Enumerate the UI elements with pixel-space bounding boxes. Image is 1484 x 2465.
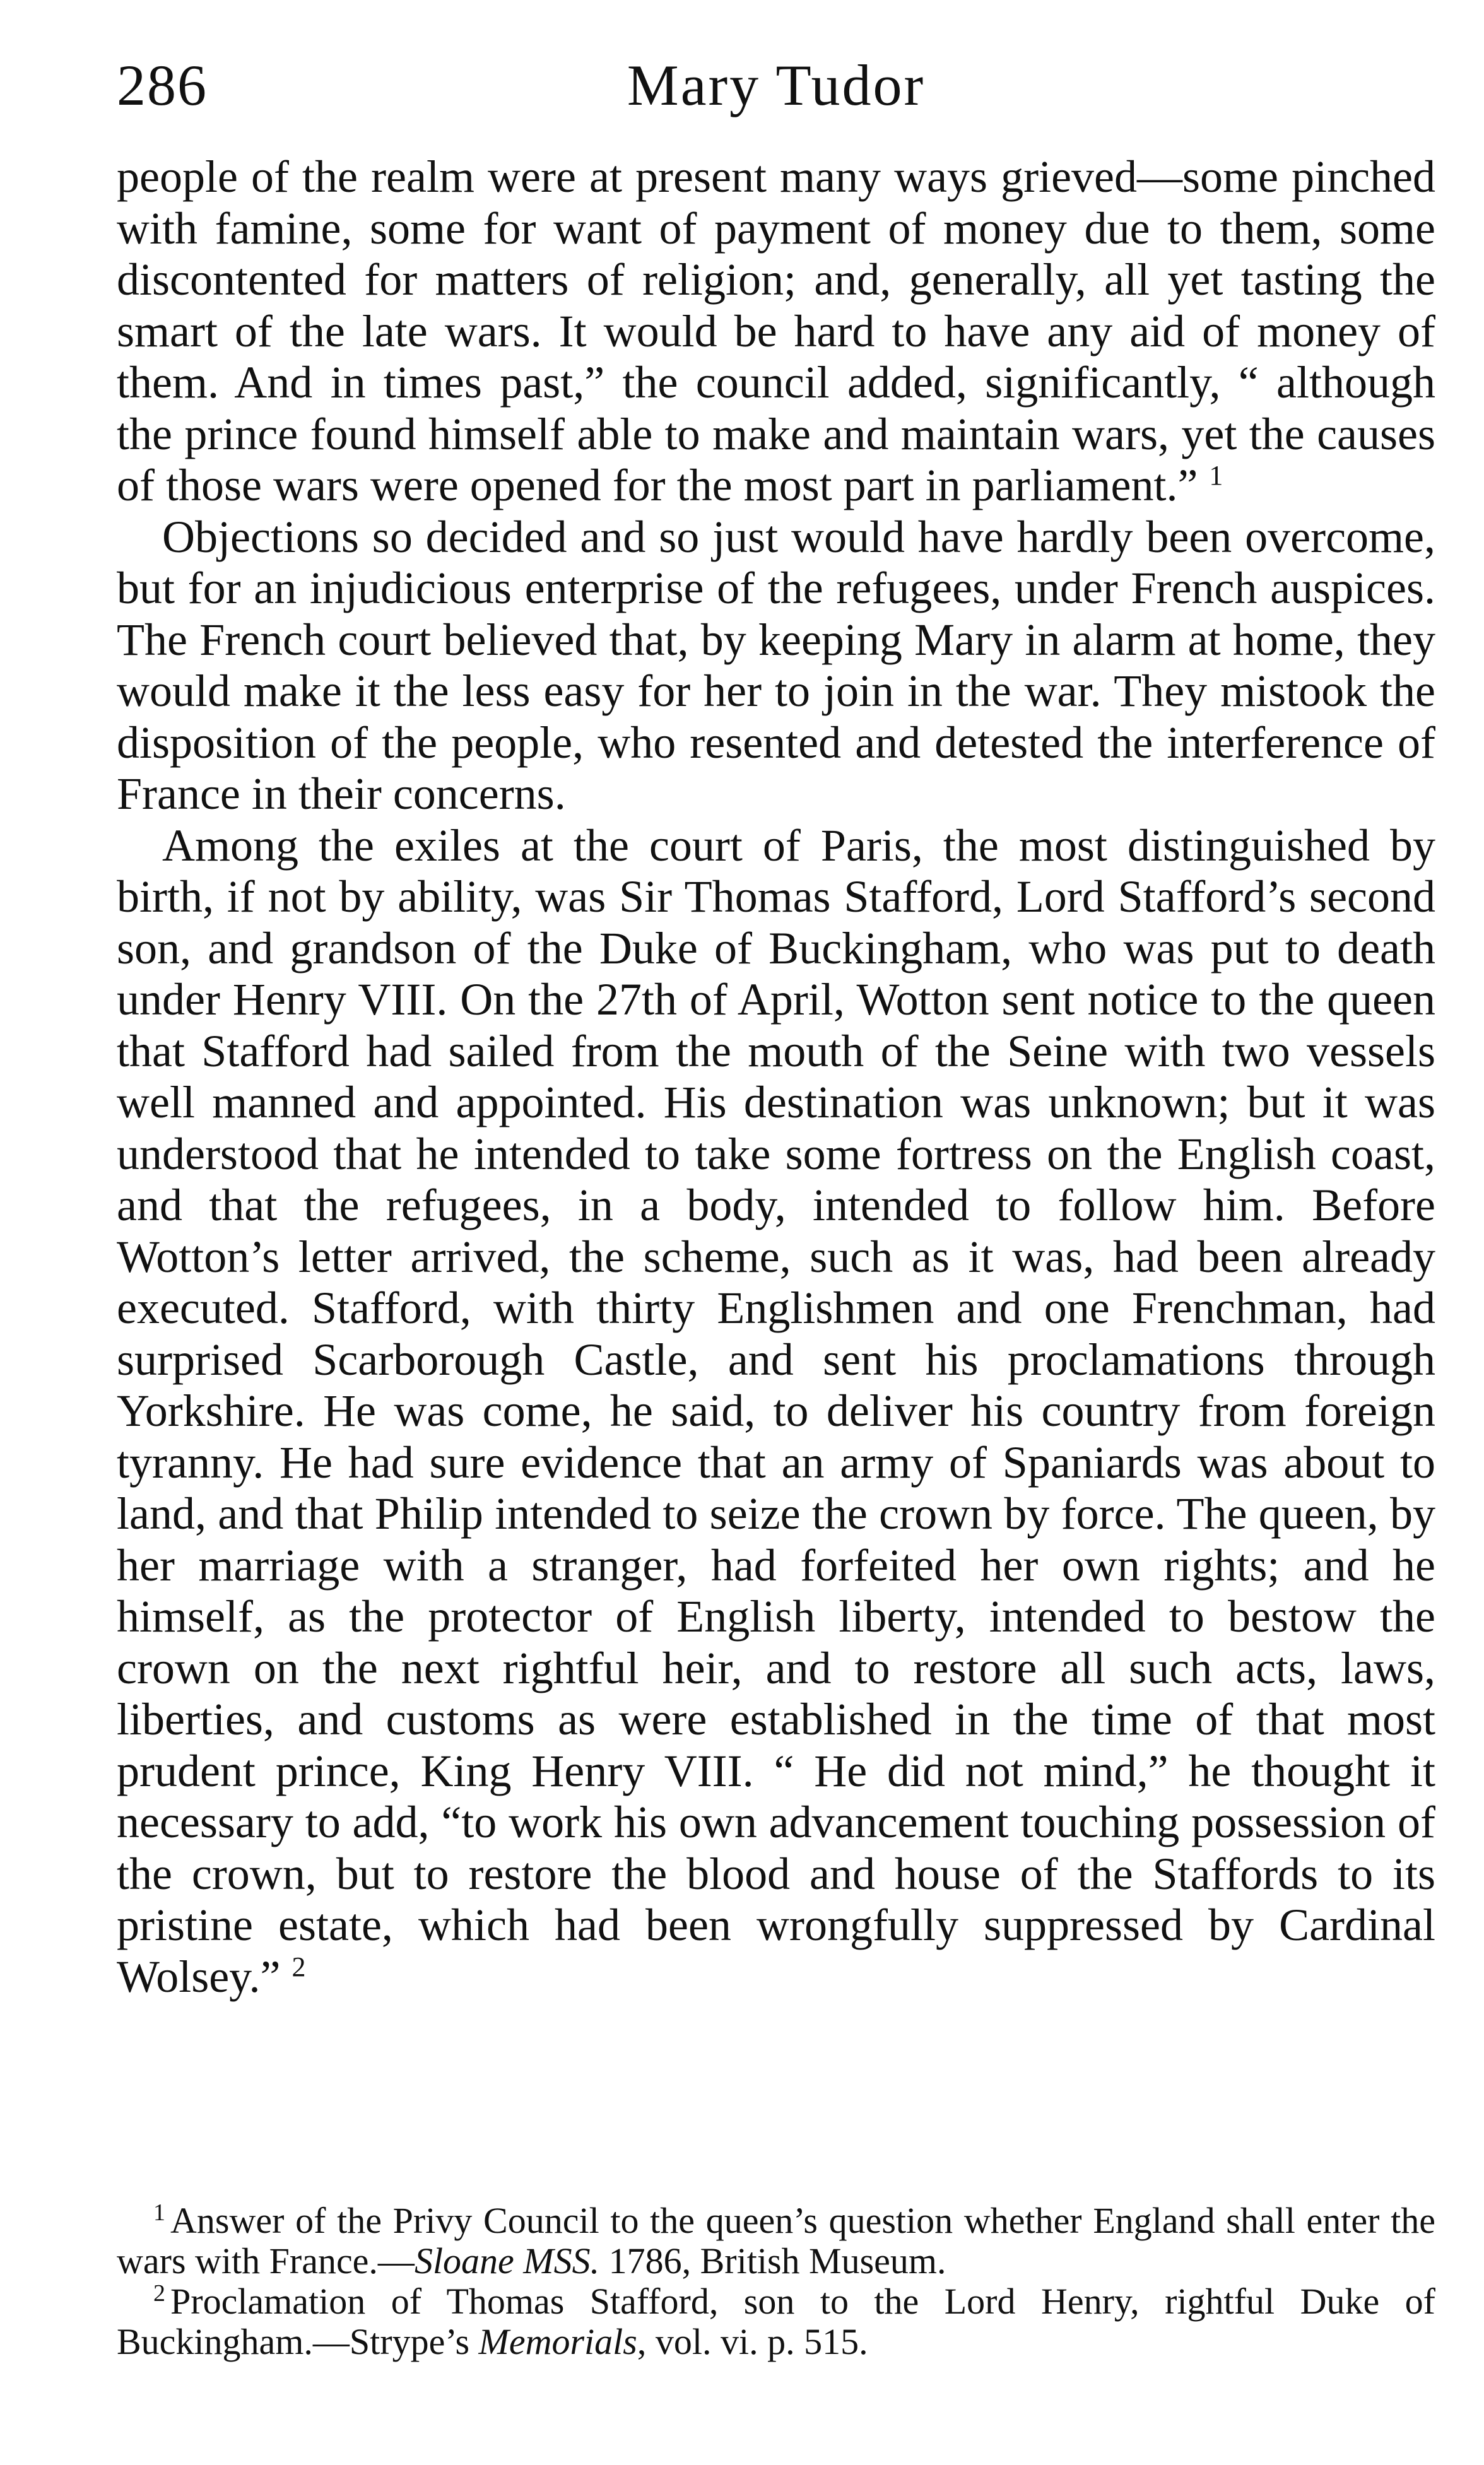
footnote-reference: 2 bbox=[292, 1951, 306, 1982]
footnote-mark: 1 bbox=[153, 2199, 165, 2226]
footnote-source: Sloane MSS. bbox=[414, 2240, 600, 2281]
footnote-mark: 2 bbox=[153, 2280, 165, 2307]
running-head bbox=[117, 47, 1435, 123]
footnote bbox=[117, 2281, 1435, 2362]
footnote bbox=[117, 2201, 1435, 2281]
paragraph-stafford bbox=[117, 820, 1435, 2003]
footnote-reference: 1 bbox=[1209, 460, 1223, 491]
footnote-text: Answer of the Privy Council to the queen’s question whether England shall enter the wars with France.— bbox=[117, 2200, 1435, 2281]
paragraph-objections: Objections so decided and so just would have hardly been overcome, but for an injudicious enterprise of the refugees, under French auspices. The French court believed that, by keeping Mary in alarm at home, they would make it the less easy for her to join in the war. They mistook the disposition of the people, who resented and detested the interference of France in their concerns. bbox=[117, 511, 1435, 819]
running-title: Mary Tudor bbox=[627, 53, 926, 117]
footnote-source: Memorials bbox=[478, 2321, 637, 2362]
page-number: 286 bbox=[117, 53, 208, 117]
body-text bbox=[117, 151, 1435, 2003]
paragraph-text: people of the realm were at present many ways grieved—some pinched with famine, some for want of payment of money due to them, some discontented for matters of religion; and, generally, all yet tasting the smart of the late wars. It would be hard to have any aid of money of them. And in times past,” the council added, significantly, “ although the prince found himself able to make and maintain wars, yet the causes of those wars were opened for the most part in parliament.” bbox=[117, 151, 1435, 510]
footnote-text: Proclamation of Thomas Stafford, son to the Lord Henry, rightful Duke of Buckingham.—Strype’s bbox=[117, 2281, 1435, 2362]
footnote-tail: 1786, British Museum. bbox=[599, 2240, 946, 2281]
paragraph-continued bbox=[117, 151, 1435, 512]
footnotes bbox=[117, 2201, 1435, 2362]
paragraph-text: Among the exiles at the court of Paris, the most distinguished by birth, if not by ability, was Sir Thomas Stafford, Lord Stafford’s second son, and grandson of the Duke of Buckingham, who was put to death under Henry VIII. On the 27th of April, Wotton sent notice to the queen that Stafford had sailed from the mouth of the Seine with two vessels well manned and appointed. His destination was unknown; but it was understood that he intended to take some fortress on the English coast, and that the refugees, in a body, intended to follow him. Before Wotton’s letter arrived, the scheme, such as it was, had been already executed. Stafford, with thirty Englishmen and one Frenchman, had surprised Scarborough Castle, and sent his proclamations through Yorkshire. He was come, he said, to deliver his country from foreign tyranny. He had sure evidence that an army of Spaniards was about to land, and that Philip intended to seize the crown by force. The queen, by her marriage with a stranger, had forfeited her own rights; and he himself, as the protector of English liberty, intended to bestow the crown on the next rightful heir, and to restore all such acts, laws, liberties, and customs as were established in the time of that most prudent prince, King Henry VIII. “ He did not mind,” he thought it necessary to add, “to work his own advancement touching possession of the crown, but to restore the blood and house of the Staffords to its pristine estate, which had been wrongfully suppressed by Cardinal Wolsey.” bbox=[117, 820, 1435, 2002]
footnote-tail: , vol. vi. p. 515. bbox=[637, 2321, 868, 2362]
